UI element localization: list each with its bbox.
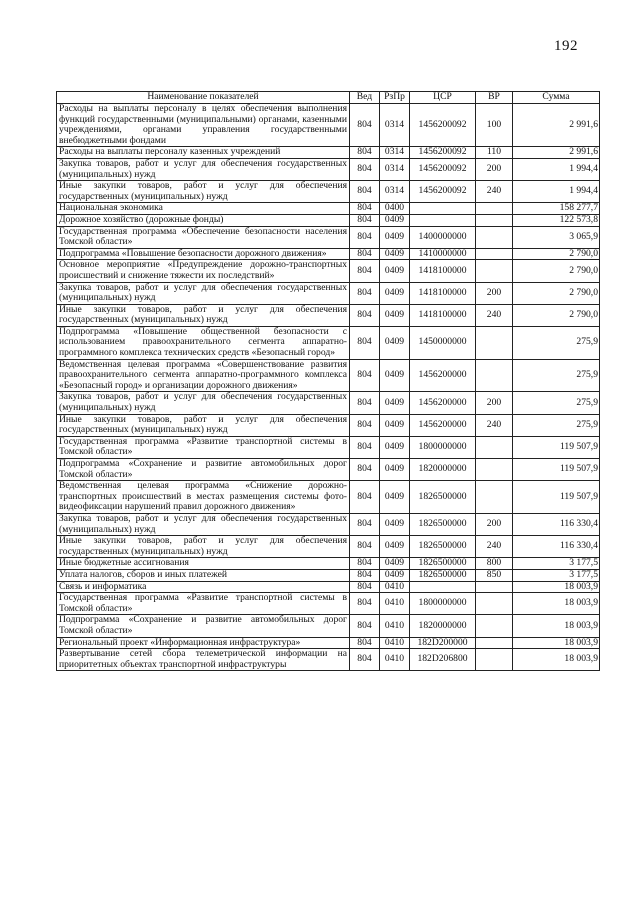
cell-name: Закупка товаров, работ и услуг для обеспечения государственных (муниципальных) нужд [57,282,350,304]
cell-csr: 1826500000 [410,481,476,514]
table-row [57,392,600,414]
table-row [57,558,600,570]
table-row [57,203,600,215]
table-row [57,593,600,615]
cell-ved: 804 [350,581,380,593]
cell-csr: 1450000000 [410,326,476,359]
cell-name: Государственная программа «Развитие транспортной системы в Томской области» [57,436,350,458]
cell-sum: 3 177,5 [513,569,600,581]
cell-csr: 1820000000 [410,459,476,481]
cell-vr [476,615,513,637]
cell-sum: 2 991,6 [513,104,600,147]
table-row [57,226,600,248]
table-row [57,615,600,637]
cell-ved: 804 [350,459,380,481]
cell-ved: 804 [350,615,380,637]
table-row [57,260,600,282]
cell-rzpr: 0409 [380,260,410,282]
cell-csr: 1826500000 [410,558,476,570]
cell-ved: 804 [350,326,380,359]
cell-name: Расходы на выплаты персоналу в целях обеспечения выполнения функций государственными (муниципальными) органами, казенными учреждениями, органами управления государственными внебюджетными фондами [57,104,350,147]
cell-sum: 275,9 [513,392,600,414]
cell-name: Государственная программа «Обеспечение безопасности населения Томской области» [57,226,350,248]
table-row [57,248,600,260]
cell-vr [476,581,513,593]
cell-rzpr: 0409 [380,513,410,535]
cell-vr: 240 [476,181,513,203]
cell-vr: 240 [476,414,513,436]
cell-rzpr: 0410 [380,637,410,649]
cell-rzpr: 0314 [380,147,410,159]
cell-ved: 804 [350,226,380,248]
table-row [57,637,600,649]
cell-sum: 2 991,6 [513,147,600,159]
cell-rzpr: 0409 [380,304,410,326]
cell-csr: 1456200000 [410,414,476,436]
cell-ved: 804 [350,649,380,671]
table-row [57,181,600,203]
cell-rzpr: 0314 [380,158,410,180]
cell-vr: 200 [476,282,513,304]
cell-rzpr: 0409 [380,414,410,436]
cell-vr: 240 [476,304,513,326]
table-row [57,214,600,226]
cell-ved: 804 [350,282,380,304]
cell-csr [410,203,476,215]
cell-name: Иные закупки товаров, работ и услуг для обеспечения государственных (муниципальных) нужд [57,181,350,203]
cell-vr [476,436,513,458]
cell-sum: 116 330,4 [513,513,600,535]
cell-csr: 1456200000 [410,392,476,414]
header-rzpr: РзПр [380,92,410,104]
cell-csr: 1418100000 [410,260,476,282]
cell-csr: 182D206800 [410,649,476,671]
cell-vr [476,214,513,226]
cell-sum: 275,9 [513,414,600,436]
cell-csr: 1826500000 [410,569,476,581]
cell-csr [410,581,476,593]
cell-csr [410,214,476,226]
cell-sum: 1 994,4 [513,158,600,180]
cell-ved: 804 [350,569,380,581]
cell-ved: 804 [350,414,380,436]
cell-rzpr: 0409 [380,214,410,226]
table-row [57,304,600,326]
cell-ved: 804 [350,513,380,535]
header-csr: ЦСР [410,92,476,104]
cell-vr: 200 [476,513,513,535]
cell-vr [476,226,513,248]
cell-sum: 1 994,4 [513,181,600,203]
cell-rzpr: 0409 [380,558,410,570]
cell-csr: 1418100000 [410,282,476,304]
cell-vr: 100 [476,104,513,147]
cell-ved: 804 [350,593,380,615]
cell-sum: 275,9 [513,326,600,359]
cell-sum: 2 790,0 [513,282,600,304]
cell-vr [476,637,513,649]
cell-csr: 1456200092 [410,147,476,159]
table-row [57,282,600,304]
cell-vr: 110 [476,147,513,159]
cell-rzpr: 0314 [380,181,410,203]
cell-ved: 804 [350,181,380,203]
cell-name: Иные закупки товаров, работ и услуг для обеспечения государственных (муниципальных) нужд [57,414,350,436]
budget-table [56,91,600,671]
table-row [57,536,600,558]
cell-vr: 200 [476,158,513,180]
cell-vr [476,203,513,215]
cell-rzpr: 0314 [380,104,410,147]
cell-rzpr: 0410 [380,581,410,593]
cell-ved: 804 [350,203,380,215]
table-row [57,326,600,359]
cell-csr: 1820000000 [410,615,476,637]
cell-name: Национальная экономика [57,203,350,215]
cell-sum: 119 507,9 [513,481,600,514]
cell-name: Развертывание сетей сбора телеметрической информации на приоритетных объектах транспортной инфраструктуры [57,649,350,671]
table-row [57,104,600,147]
cell-csr: 1400000000 [410,226,476,248]
table-row [57,359,600,392]
cell-ved: 804 [350,392,380,414]
cell-sum: 275,9 [513,359,600,392]
cell-vr [476,593,513,615]
cell-sum: 18 003,9 [513,637,600,649]
cell-sum: 119 507,9 [513,459,600,481]
cell-sum: 3 177,5 [513,558,600,570]
cell-sum: 2 790,0 [513,248,600,260]
cell-rzpr: 0409 [380,226,410,248]
cell-rzpr: 0409 [380,326,410,359]
cell-vr [476,248,513,260]
cell-rzpr: 0409 [380,569,410,581]
cell-sum: 18 003,9 [513,649,600,671]
cell-name: Закупка товаров, работ и услуг для обеспечения государственных (муниципальных) нужд [57,392,350,414]
table-header-row [57,92,600,104]
cell-ved: 804 [350,637,380,649]
cell-rzpr: 0410 [380,615,410,637]
cell-name: Уплата налогов, сборов и иных платежей [57,569,350,581]
cell-vr [476,359,513,392]
cell-ved: 804 [350,436,380,458]
cell-rzpr: 0409 [380,436,410,458]
table-row [57,569,600,581]
cell-vr: 240 [476,536,513,558]
cell-vr [476,481,513,514]
cell-csr: 1456200000 [410,359,476,392]
cell-ved: 804 [350,248,380,260]
table-row [57,581,600,593]
cell-name: Связь и информатика [57,581,350,593]
cell-ved: 804 [350,104,380,147]
cell-rzpr: 0409 [380,248,410,260]
cell-vr [476,649,513,671]
cell-ved: 804 [350,536,380,558]
cell-name: Ведомственная целевая программа «Снижение дорожно-транспортных происшествий в местах размещения системы фото-видеофиксации нарушений правил дорожного движения» [57,481,350,514]
header-vr: ВР [476,92,513,104]
cell-vr: 800 [476,558,513,570]
cell-rzpr: 0409 [380,536,410,558]
cell-vr [476,459,513,481]
cell-sum: 3 065,9 [513,226,600,248]
table-row [57,649,600,671]
page-number: 192 [554,38,578,54]
header-sum: Сумма [513,92,600,104]
cell-name: Иные закупки товаров, работ и услуг для обеспечения государственных (муниципальных) нужд [57,304,350,326]
cell-csr: 1826500000 [410,513,476,535]
cell-csr: 1410000000 [410,248,476,260]
cell-name: Иные бюджетные ассигнования [57,558,350,570]
cell-rzpr: 0409 [380,459,410,481]
cell-vr: 850 [476,569,513,581]
header-name: Наименование показателей [57,92,350,104]
cell-csr: 1800000000 [410,436,476,458]
cell-rzpr: 0400 [380,203,410,215]
cell-name: Основное мероприятие «Предупреждение дорожно-транспортных происшествий и снижение тяжести их последствий» [57,260,350,282]
cell-csr: 1456200092 [410,181,476,203]
cell-sum: 2 790,0 [513,304,600,326]
cell-name: Закупка товаров, работ и услуг для обеспечения государственных (муниципальных) нужд [57,513,350,535]
cell-name: Региональный проект «Информационная инфраструктура» [57,637,350,649]
cell-name: Дорожное хозяйство (дорожные фонды) [57,214,350,226]
table-row [57,147,600,159]
cell-sum: 18 003,9 [513,593,600,615]
cell-name: Иные закупки товаров, работ и услуг для обеспечения государственных (муниципальных) нужд [57,536,350,558]
cell-rzpr: 0409 [380,392,410,414]
cell-csr: 1456200092 [410,104,476,147]
cell-vr: 200 [476,392,513,414]
cell-rzpr: 0409 [380,359,410,392]
cell-csr: 1456200092 [410,158,476,180]
cell-name: Подпрограмма «Сохранение и развитие автомобильных дорог Томской области» [57,459,350,481]
cell-ved: 804 [350,558,380,570]
cell-csr: 1418100000 [410,304,476,326]
cell-rzpr: 0409 [380,481,410,514]
table-row [57,158,600,180]
cell-name: Закупка товаров, работ и услуг для обеспечения государственных (муниципальных) нужд [57,158,350,180]
cell-sum: 18 003,9 [513,581,600,593]
cell-vr [476,326,513,359]
cell-sum: 2 790,0 [513,260,600,282]
cell-csr: 1800000000 [410,593,476,615]
table-body [57,104,600,671]
cell-rzpr: 0409 [380,282,410,304]
cell-name: Подпрограмма «Повышение общественной безопасности с использованием правоохранительного сегмента аппаратно-программного комплекса технических средств «Безопасный город» [57,326,350,359]
cell-name: Государственная программа «Развитие транспортной системы в Томской области» [57,593,350,615]
cell-csr: 182D200000 [410,637,476,649]
cell-sum: 18 003,9 [513,615,600,637]
cell-name: Расходы на выплаты персоналу казенных учреждений [57,147,350,159]
cell-name: Подпрограмма «Сохранение и развитие автомобильных дорог Томской области» [57,615,350,637]
cell-sum: 116 330,4 [513,536,600,558]
cell-ved: 804 [350,147,380,159]
table-row [57,459,600,481]
table-row [57,513,600,535]
table-row [57,436,600,458]
cell-ved: 804 [350,359,380,392]
cell-name: Ведомственная целевая программа «Совершенствование развития правоохранительного сегмента аппаратно-программного комплекса «Безопасный город» и организации дорожного движения» [57,359,350,392]
cell-csr: 1826500000 [410,536,476,558]
cell-ved: 804 [350,481,380,514]
cell-sum: 158 277,7 [513,203,600,215]
table-row [57,414,600,436]
table-row [57,481,600,514]
cell-ved: 804 [350,304,380,326]
header-ved: Вед [350,92,380,104]
cell-ved: 804 [350,158,380,180]
cell-sum: 119 507,9 [513,436,600,458]
cell-ved: 804 [350,214,380,226]
cell-name: Подпрограмма «Повышение безопасности дорожного движения» [57,248,350,260]
cell-ved: 804 [350,260,380,282]
cell-sum: 122 573,8 [513,214,600,226]
cell-rzpr: 0410 [380,649,410,671]
cell-rzpr: 0410 [380,593,410,615]
cell-vr [476,260,513,282]
